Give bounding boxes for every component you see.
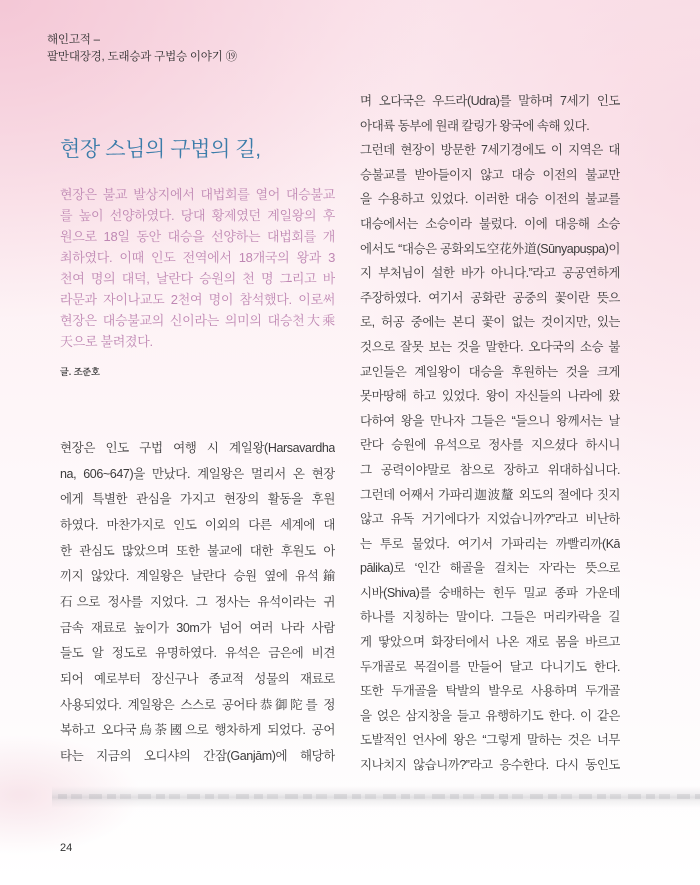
body-line: 들도 알 정도로 유명하였다. 유석은 금은에 비견 xyxy=(60,646,335,661)
body-line: 되어 예로부터 장신구나 종교적 성물의 재료로 xyxy=(60,672,335,687)
body-line: 그 공력이야말로 참으로 장하고 위대하십니다. xyxy=(360,462,620,477)
body-line: 복하고 오다국烏荼國으로 행차하게 되었다. 공어 xyxy=(60,723,335,738)
page-number: 24 xyxy=(60,842,73,854)
body-line: 현장은 인도 구법 여행 시 계일왕(Harsavardha xyxy=(60,441,335,455)
lead-line: 天으로 불려졌다. xyxy=(60,334,153,349)
body-line: pālika)로 ‘인간 해골을 걸치는 자’라는 뜻으로 xyxy=(360,561,620,576)
body-column-left xyxy=(60,436,335,770)
body-line: 며 오다국은 우드라(Udra)를 말하며 7세기 인도 xyxy=(360,94,620,108)
body-column-right xyxy=(360,89,620,778)
lead-line: 최하였다. 이때 인도 전역에서 18개국의 왕과 3 xyxy=(60,250,335,265)
body-line: 것으로 잘못 보는 것을 말한다. 오다국의 소승 불 xyxy=(360,339,620,354)
running-header xyxy=(47,32,237,66)
body-line: 사용되었다. 계일왕은 스스로 공어타恭御陀를 정 xyxy=(60,697,335,712)
body-line: 그런데 현장이 방문한 7세기경에도 이 지역은 대 xyxy=(360,143,620,158)
body-line: 다하여 왕을 만나자 그들은 “들으니 왕께서는 날 xyxy=(360,413,620,428)
body-line: 대승에서는 소승이라 불렀다. 이에 대응해 소승 xyxy=(360,216,620,231)
lead-paragraph xyxy=(60,184,335,352)
body-line: 금속 재료로 높이가 30m가 넘어 여러 나라 사람 xyxy=(60,620,335,635)
body-line: 石으로 정사를 지었다. 그 정사는 유석이라는 귀 xyxy=(60,595,335,610)
body-line: 하였다. 마찬가지로 인도 이외의 다른 세계에 대 xyxy=(60,518,335,533)
article-title: 현장 스님의 구법의 길, xyxy=(60,138,261,161)
brush-streak-decoration xyxy=(58,794,700,799)
body-line: 란다 승원에 유석으로 정사를 지으셨다 하시니 xyxy=(360,438,620,453)
body-line: 는 투로 물었다. 여기서 가파리는 까빨리까(Kā xyxy=(360,536,620,551)
lead-line: 라문과 자이나교도 2천여 명이 참석했다. 이로써 xyxy=(60,292,335,307)
body-line: 아대륙 동부에 원래 칼링가 왕국에 속해 있다. xyxy=(360,118,590,133)
section-label: 해인고적 – xyxy=(47,34,100,46)
body-line: 에서도 “대승은 공화외도空花外道(Sūnyapuṣpa)이 xyxy=(360,241,620,256)
body-line: 교인들은 계일왕이 대승을 후원하는 것을 크게 xyxy=(360,364,620,379)
lead-line: 현장은 대승불교의 신이라는 의미의 대승천大乘 xyxy=(60,313,335,328)
body-line: 로, 허공 중에는 본디 꽃이 없는 것이지만, 있는 xyxy=(360,315,620,330)
body-line: 또한 두개골을 탁발의 발우로 사용하며 두개골 xyxy=(360,684,620,699)
body-line: 에게 특별한 관심을 가지고 현장의 활동을 후원 xyxy=(60,492,335,507)
lead-line: 원으로 18일 동안 대승을 선양하는 대법회를 개 xyxy=(60,229,335,244)
body-line: 주장하였다. 여기서 공화란 공중의 꽃이란 뜻으 xyxy=(360,290,620,305)
body-line: 승불교를 받아들이지 않고 대승 이전의 불교만 xyxy=(360,167,620,182)
series-title: 팔만대장경, 도래승과 구법승 이야기 ⑲ xyxy=(47,51,237,63)
body-line: 않고 유독 거기에다가 지었습니까?”라고 비난하 xyxy=(360,512,620,527)
lead-line: 천여 명의 대덕, 날란다 승원의 천 명 그리고 바 xyxy=(60,271,335,286)
body-line: 을 수용하고 있었다. 이러한 대승 이전의 불교를 xyxy=(360,192,620,207)
body-line: 한 관심도 많았으며 또한 불교에 대한 후원도 아 xyxy=(60,543,335,558)
byline: 글. 조준호 xyxy=(60,367,100,377)
body-line: 지 부처님이 설한 바가 아니다.”라고 공공연하게 xyxy=(360,266,620,281)
body-line: 그런데 어째서 가파리迦波釐 외도의 절에다 짓지 xyxy=(360,487,620,502)
body-line: 시바(Shiva)를 숭배하는 힌두 밀교 종파 가운데 xyxy=(360,585,620,600)
body-line: 지나치지 않습니까?”라고 응수한다. 다시 동인도 xyxy=(360,758,620,773)
body-line: na, 606~647)을 만났다. 계일왕은 멀리서 온 현장 xyxy=(60,466,335,481)
body-line: 두개골로 목걸이를 만들어 달고 다니기도 한다. xyxy=(360,659,620,674)
lead-line: 를 높이 선양하였다. 당대 황제였던 계일왕의 후 xyxy=(60,208,335,223)
body-line: 을 얹은 삼지창을 들고 유행하기도 한다. 이 같은 xyxy=(360,708,620,723)
lead-line: 현장은 불교 발상지에서 대법회를 열어 대승불교 xyxy=(60,187,335,202)
body-line: 끼지 않았다. 계일왕은 날란다 승원 옆에 유석鍮 xyxy=(60,569,335,584)
body-line: 타는 지금의 오디샤의 간잠(Ganjām)에 해당하 xyxy=(60,749,335,764)
body-line: 게 땋았으며 화장터에서 나온 재로 몸을 바르고 xyxy=(360,635,620,650)
body-line: 하나를 지칭하는 말이다. 그들은 머리카락을 길 xyxy=(360,610,620,625)
body-line: 도발적인 언사에 왕은 “그렇게 말하는 것은 너무 xyxy=(360,733,620,748)
body-line: 못마땅해 하고 있었다. 왕이 자신들의 나라에 왔 xyxy=(360,389,620,404)
